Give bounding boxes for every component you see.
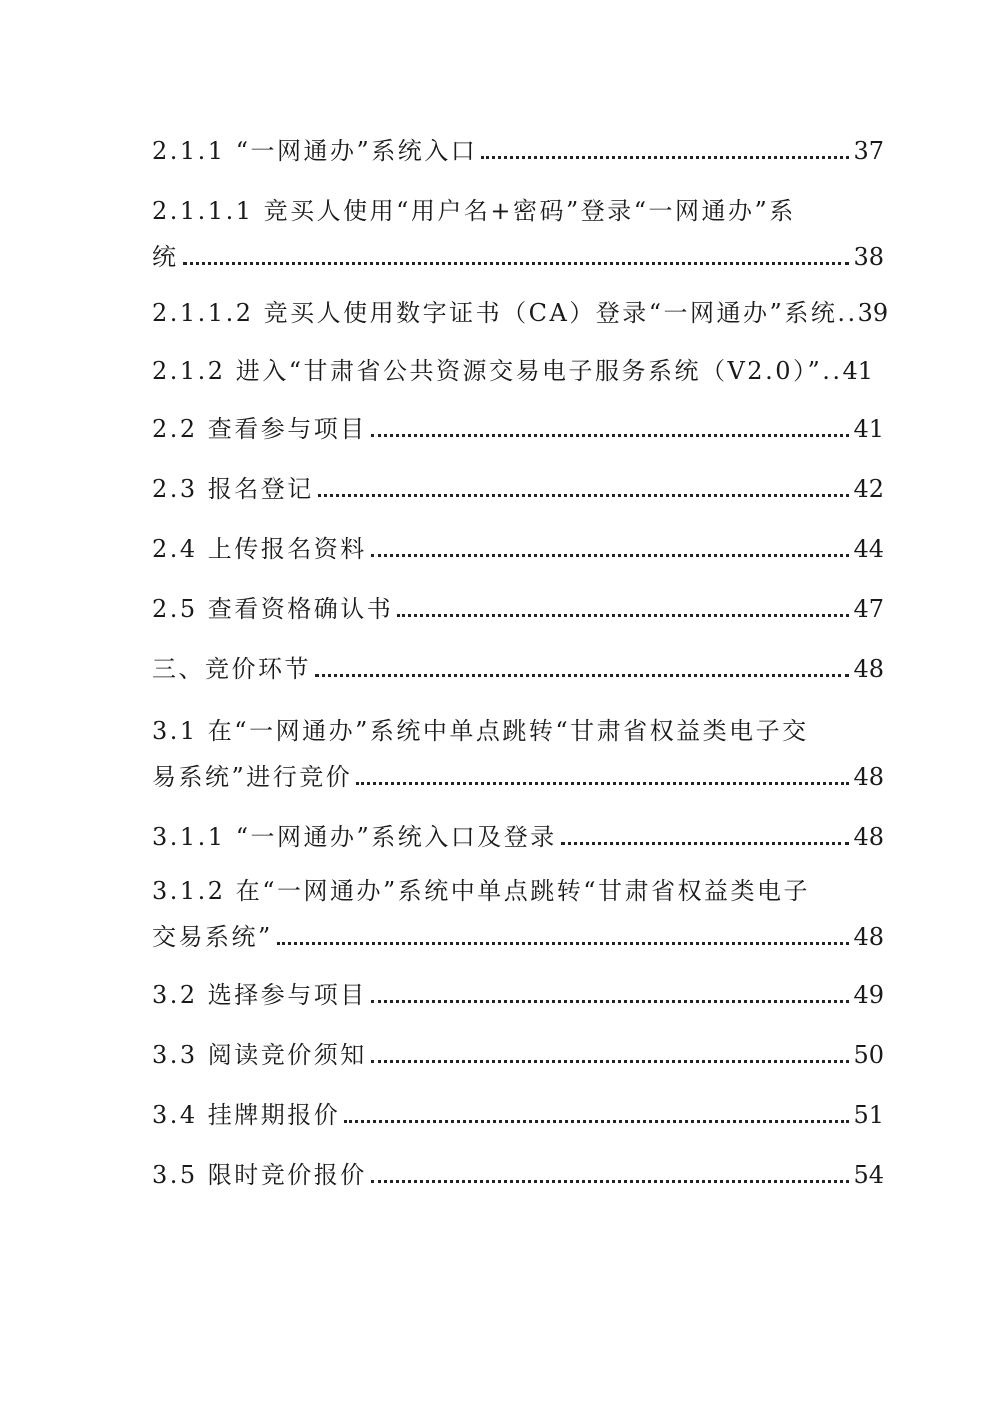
toc-entry-2-5[interactable] bbox=[152, 594, 884, 624]
dot-leader bbox=[481, 156, 849, 159]
toc-entry-3-1[interactable] bbox=[152, 716, 884, 792]
toc-entry-2-1-1[interactable] bbox=[152, 136, 884, 166]
toc-entry-title: 2.1.2 进入“甘肃省公共资源交易电子服务系统（V2.0）”.. bbox=[152, 357, 843, 385]
toc-entry-page: 44 bbox=[853, 535, 884, 563]
dot-leader bbox=[183, 262, 850, 265]
toc-entry-title: 2.2 查看参与项目 bbox=[152, 415, 367, 443]
toc-entry-page: 38 bbox=[853, 243, 884, 271]
toc-entry-title: 2.1.1.1 竞买人使用“用户名+密码”登录“一网通办”系 bbox=[152, 197, 796, 225]
toc-entry-title: 3.4 挂牌期报价 bbox=[152, 1101, 341, 1129]
toc-entry-title: 2.4 上传报名资料 bbox=[152, 535, 367, 563]
toc-entry-page: 39 bbox=[857, 299, 889, 327]
dot-leader bbox=[397, 614, 849, 617]
dot-leader bbox=[371, 1180, 850, 1183]
dot-leader bbox=[356, 782, 849, 785]
toc-entry-title-continued: 交易系统” bbox=[152, 923, 273, 951]
toc-entry-3-2[interactable] bbox=[152, 980, 884, 1010]
dot-leader bbox=[371, 554, 850, 557]
toc-entry-page: 42 bbox=[853, 475, 884, 503]
toc-entry-2-1-2[interactable] bbox=[152, 356, 884, 386]
dot-leader bbox=[561, 842, 850, 845]
toc-entry-2-1-1-2[interactable] bbox=[152, 298, 889, 328]
toc-entry-title: 2.1.1.2 竞买人使用数字证书（CA）登录“一网通办”系统.. bbox=[152, 299, 858, 327]
toc-entry-3-1-1[interactable] bbox=[152, 822, 884, 852]
toc-entry-2-3[interactable] bbox=[152, 474, 884, 504]
toc-entry-page: 50 bbox=[853, 1041, 884, 1069]
dot-leader bbox=[371, 1060, 850, 1063]
dot-leader bbox=[315, 674, 849, 677]
toc-entry-page: 48 bbox=[853, 763, 884, 791]
toc-entry-2-1-1-1[interactable] bbox=[152, 196, 884, 272]
toc-entry-page: 48 bbox=[853, 655, 884, 683]
toc-entry-page: 48 bbox=[853, 823, 884, 851]
toc-entry-title: 3.1.2 在“一网通办”系统中单点跳转“甘肃省权益类电子 bbox=[152, 877, 811, 905]
toc-entry-page: 49 bbox=[853, 981, 884, 1009]
toc-entry-title-continued: 统 bbox=[152, 243, 179, 271]
toc-entry-title: 2.3 报名登记 bbox=[152, 475, 314, 503]
toc-entry-3-1-2[interactable] bbox=[152, 876, 884, 952]
toc-entry-title: 3.3 阅读竞价须知 bbox=[152, 1041, 367, 1069]
toc-entry-page: 41 bbox=[842, 357, 874, 385]
toc-entry-title: 3.1 在“一网通办”系统中单点跳转“甘肃省权益类电子交 bbox=[152, 717, 809, 745]
toc-entry-title-continued: 易系统”进行竞价 bbox=[152, 763, 353, 791]
toc-entry-3-5[interactable] bbox=[152, 1160, 884, 1190]
toc-entry-title: 三、竞价环节 bbox=[152, 655, 311, 683]
toc-entry-page: 54 bbox=[853, 1161, 884, 1189]
dot-leader bbox=[344, 1120, 849, 1123]
dot-leader bbox=[277, 942, 850, 945]
toc-entry-page: 51 bbox=[853, 1101, 884, 1129]
toc-entry-page: 41 bbox=[853, 415, 884, 443]
toc-entry-title: 3.1.1 “一网通办”系统入口及登录 bbox=[152, 823, 557, 851]
toc-entry-title: 3.5 限时竞价报价 bbox=[152, 1161, 367, 1189]
toc-entry-page: 48 bbox=[853, 923, 884, 951]
toc-entry-3-3[interactable] bbox=[152, 1040, 884, 1070]
toc-entry-page: 47 bbox=[853, 595, 884, 623]
toc-entry-3-4[interactable] bbox=[152, 1100, 884, 1130]
toc-entry-chapter-3[interactable] bbox=[152, 654, 884, 684]
dot-leader bbox=[318, 494, 850, 497]
toc-entry-title: 3.2 选择参与项目 bbox=[152, 981, 367, 1009]
toc-entry-title: 2.5 查看资格确认书 bbox=[152, 595, 394, 623]
toc-entry-page: 37 bbox=[853, 137, 884, 165]
dot-leader bbox=[371, 1000, 850, 1003]
dot-leader bbox=[371, 434, 850, 437]
toc-entry-2-4[interactable] bbox=[152, 534, 884, 564]
toc-entry-title: 2.1.1 “一网通办”系统入口 bbox=[152, 137, 478, 165]
toc-entry-2-2[interactable] bbox=[152, 414, 884, 444]
